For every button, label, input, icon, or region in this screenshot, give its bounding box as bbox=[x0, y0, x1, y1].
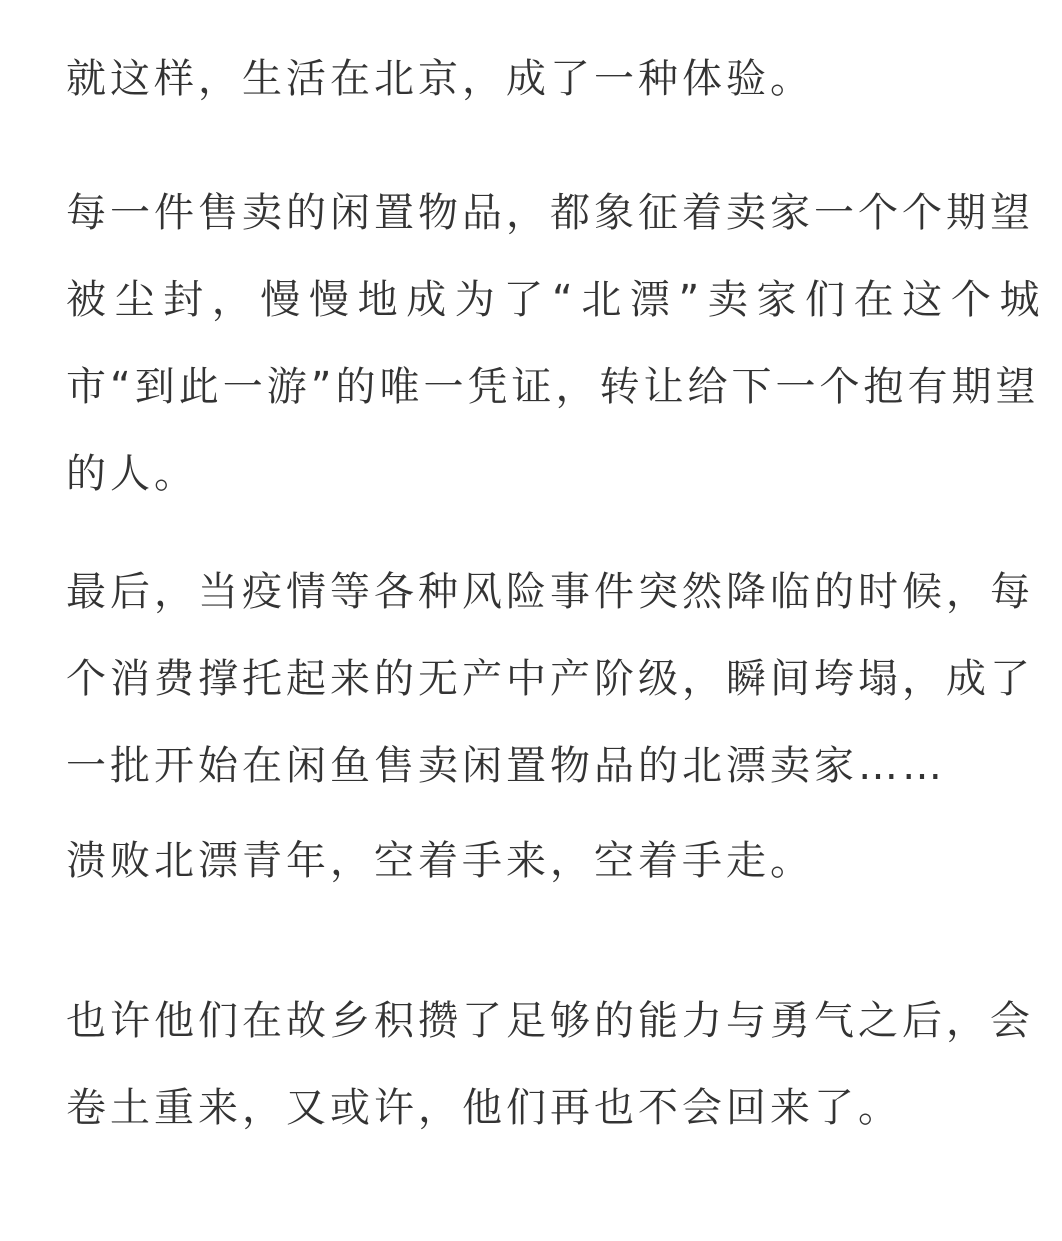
paragraph-line: 溃败北漂青年，空着手来，空着手走。 bbox=[66, 838, 814, 884]
paragraph-2 bbox=[66, 170, 1049, 518]
paragraph-5 bbox=[66, 978, 1034, 1152]
paragraph-1 bbox=[66, 36, 1016, 123]
paragraph-line: 被尘封，慢慢地成为了“北漂”卖家们在这个城 bbox=[66, 277, 1049, 323]
paragraph-line: 的人。 bbox=[66, 451, 198, 497]
paragraph-line: 每一件售卖的闲置物品，都象征着卖家一个个期望 bbox=[66, 190, 1034, 236]
paragraph-line: 就这样，生活在北京，成了一种体验。 bbox=[66, 56, 814, 102]
paragraph-line: 也许他们在故乡积攒了足够的能力与勇气之后，会 bbox=[66, 998, 1034, 1044]
paragraph-4 bbox=[66, 818, 1016, 905]
paragraph-line: 最后，当疫情等各种风险事件突然降临的时候，每 bbox=[66, 569, 1034, 615]
paragraph-line: 一批开始在闲鱼售卖闲置物品的北漂卖家…… bbox=[66, 743, 946, 789]
paragraph-line: 卷土重来，又或许，他们再也不会回来了。 bbox=[66, 1085, 902, 1131]
paragraph-line: 个消费撑托起来的无产中产阶级，瞬间垮塌，成了 bbox=[66, 656, 1034, 702]
paragraph-line: 市“到此一游”的唯一凭证，转让给下一个抱有期望 bbox=[66, 364, 1040, 410]
paragraph-3 bbox=[66, 549, 1034, 810]
